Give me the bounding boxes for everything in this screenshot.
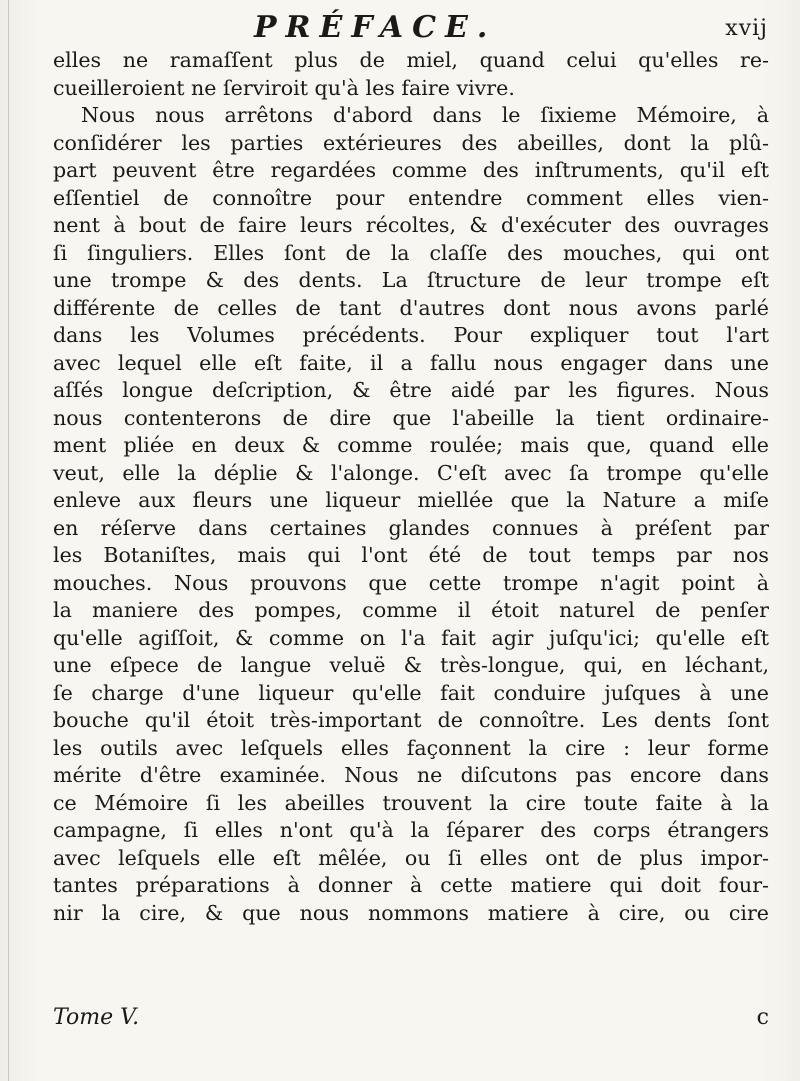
text-line: avec leſquels elle eſt mêlée, ou ſi elles ont de plus impor- [53,845,769,870]
text-line: mouches. Nous prouvons que cette trompe n'agit point à [53,570,769,595]
text-line: campagne, ſi elles n'ont qu'à la ſéparer des corps étrangers [53,818,769,842]
text-line: bouche qu'il étoit très-important de connoître. Les dents ſont [53,708,769,732]
text-line: avec lequel elle eſt faite, il a fallu nous engager dans une [53,350,769,375]
text-line: veut, elle la déplie & l'alonge. C'eſt avec ſa trompe qu'elle [53,460,769,485]
text-line: qu'elle agiſſoit, & comme on l'a fait agir juſqu'ici; qu'elle eſt [53,625,769,650]
text-line: mérite d'être examinée. Nous ne diſcutons pas encore dans [53,763,769,787]
text-line: ment pliée en deux & comme roulée; mais que, quand elle [53,433,769,457]
text-line: conſidérer les parties extérieures des abeilles, dont la plû- [53,130,769,155]
text-line: ce Mémoire ſi les abeilles trouvent la cire toute faite à la [53,790,769,815]
page-footer [53,1005,769,1035]
text-line: eſſentiel de connoître pour entendre comment elles vien- [53,185,769,210]
gutter-edge [8,0,9,1081]
text-line: en réſerve dans certaines glandes connues à préſent par [53,515,769,540]
text-line: ſi ſinguliers. Elles ſont de la claſſe des mouches, qui ont [53,240,769,265]
running-title: PRÉFACE. [254,10,497,45]
text-line: les outils avec leſquels elles façonnent la cire : leur forme [53,735,769,760]
text-line: nous contenterons de dire que l'abeille la tient ordinaire- [53,405,769,430]
text-line: Nous nous arrêtons d'abord dans le ſixieme Mémoire, à [81,103,769,127]
text-line: une eſpece de langue veluë & très-longue, qui, en léchant, [53,653,769,677]
page-number: xvij [725,16,768,41]
text-line: ſe charge d'une liqueur qu'elle fait conduire juſques à une [53,680,769,705]
text-line: différente de celles de tant d'autres dont nous avons parlé [53,295,769,320]
signature-mark: c [756,1005,769,1030]
text-line: nent à bout de faire leurs récoltes, & d'exécuter des ouvrages [53,213,769,237]
text-line: aſſés longue deſcription, & être aidé par les figures. Nous [53,378,769,402]
volume-signature: Tome V. [53,1005,140,1030]
text-line: cueilleroient ne ſerviroit qu'à les faire vivre. [53,75,515,100]
text-line: la maniere des pompes, comme il étoit naturel de penſer [53,598,769,622]
text-line: tantes préparations à donner à cette matiere qui doit four- [53,873,769,897]
text-line: dans les Volumes précédents. Pour expliquer tout l'art [53,323,769,347]
text-line: une trompe & des dents. La ſtructure de leur trompe eſt [53,268,769,292]
text-line: enleve aux fleurs une liqueur miellée que la Nature a miſe [53,488,769,512]
text-line: elles ne ramaſſent plus de miel, quand celui qu'elles re- [53,48,769,72]
body-text [53,47,769,927]
text-line: nir la cire, & que nous nommons matiere à cire, ou cire [53,900,769,925]
text-line: les Botaniſtes, mais qui l'ont été de tout temps par nos [53,543,769,567]
text-line: part peuvent être regardées comme des inſtruments, qu'il eſt [53,158,769,182]
